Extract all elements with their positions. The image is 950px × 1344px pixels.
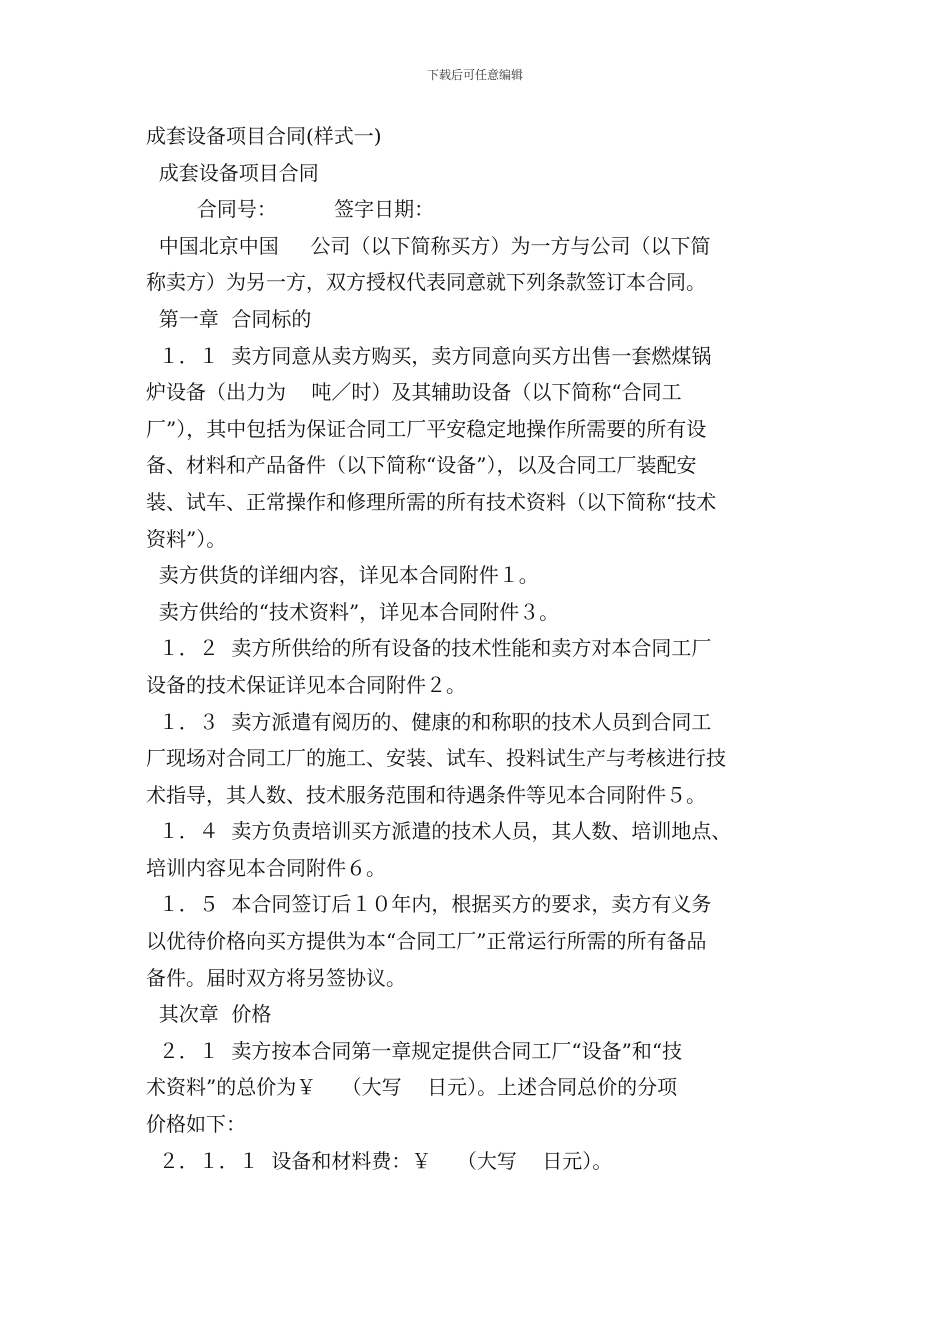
text-line: 炉设备（出力为 吨／时）及其辅助设备（以下简称“合同工 xyxy=(146,380,682,405)
contract-body xyxy=(146,118,821,1179)
text-line: 中国北京中国 公司（以下简称买方）为一方与公司（以下简 xyxy=(146,233,711,258)
text-line: 资料”）。 xyxy=(146,526,227,551)
text-line: １．５ 本合同签订后１０年内，根据买方的要求，卖方有义务 xyxy=(146,892,712,917)
text-line: 厂”），其中包括为保证合同工厂平安稳定地操作所需要的所有设 xyxy=(146,416,707,441)
text-line: 厂现场对合同工厂的施工、安装、试车、投料试生产与考核进行技 xyxy=(146,746,726,771)
header-note: 下载后可任意编辑 xyxy=(426,68,523,82)
contract-number-date-line: 合同号： 签字日期： xyxy=(146,197,435,222)
doc-title: 成套设备项目合同(样式一) xyxy=(146,124,382,148)
text-line: 价格如下： xyxy=(146,1112,246,1137)
text-line: 设备的技术保证详见本合同附件２。 xyxy=(146,672,466,697)
text-line: 以优待价格向买方提供为本“合同工厂”正常运行所需的所有备品 xyxy=(146,929,707,954)
doc-subtitle: 成套设备项目合同 xyxy=(146,160,319,185)
text-line: 术资料”的总价为￥ （大写 日元）。上述合同总价的分项 xyxy=(146,1075,678,1100)
text-line: 卖方供给的“技术资料”，详见本合同附件３。 xyxy=(146,599,560,624)
text-line: １．３ 卖方派遣有阅历的、健康的和称职的技术人员到合同工 xyxy=(146,709,712,734)
text-line: ２．１ 卖方按本合同第一章规定提供合同工厂“设备”和“技 xyxy=(146,1038,683,1063)
text-line: 术指导，其人数、技术服务范围和待遇条件等见本合同附件５。 xyxy=(146,782,706,807)
text-line: 卖方供货的详细内容，详见本合同附件１。 xyxy=(146,563,539,588)
text-line: ２．１．１ 设备和材料费：￥ （大写 日元）。 xyxy=(146,1148,613,1173)
text-line: 备件。届时双方将另签协议。 xyxy=(146,965,406,990)
text-line: 培训内容见本合同附件６。 xyxy=(146,855,386,880)
chapter-heading: 第一章 合同标的 xyxy=(146,306,312,331)
chapter-heading: 其次章 价格 xyxy=(146,1002,272,1027)
text-line: 装、试车、正常操作和修理所需的所有技术资料（以下简称“技术 xyxy=(146,489,717,514)
text-line: １．１ 卖方同意从卖方购买，卖方同意向买方出售一套燃煤锅 xyxy=(146,343,712,368)
text-line: １．２ 卖方所供给的所有设备的技术性能和卖方对本合同工厂 xyxy=(146,636,712,661)
text-line: 备、材料和产品备件（以下简称“设备”），以及合同工厂装配安 xyxy=(146,453,697,478)
text-line: 称卖方）为另一方，双方授权代表同意就下列条款签订本合同。 xyxy=(146,270,706,295)
text-line: １．４ 卖方负责培训买方派遣的技术人员，其人数、培训地点、 xyxy=(146,819,732,844)
